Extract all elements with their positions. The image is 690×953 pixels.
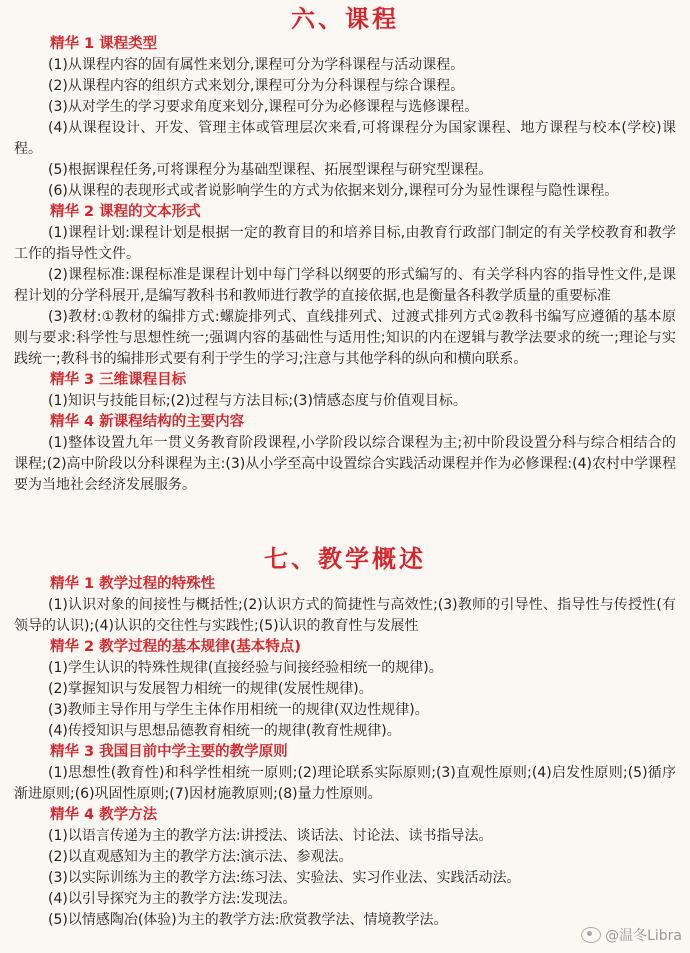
paragraph: (1)认识对象的间接性与概括性;(2)认识方式的简捷性与高效性;(3)教师的引导性、指导性与传授性(有领导的认识);(4)认识的交往性与实践性;(5)认识的教育性与发展性 [14, 597, 676, 634]
section-body [0, 574, 690, 931]
paragraph: (6)从课程的表现形式或者说影响学生的方式为依据来划分,课程可分为显性课程与隐性课程。 [48, 183, 619, 199]
paragraph: (1)知识与技能目标;(2)过程与方法目标;(3)情感态度与价值观目标。 [48, 393, 467, 409]
section-title: 七、教学概述 [264, 545, 426, 573]
subsection-heading: 精华 2 教学过程的基本规律(基本特点) [50, 639, 301, 655]
weibo-icon [581, 927, 601, 943]
paragraph: (3)教师主导作用与学生主体作用相统一的规律(双边性规律)。 [48, 702, 429, 718]
paragraph: (5)以情感陶冶(体验)为主的教学方法:欣赏教学法、情境教学法。 [48, 912, 448, 928]
paragraph: (2)从课程内容的组织方式来划分,课程可分为分科课程与综合课程。 [48, 78, 465, 94]
paragraph: (4)以引导探究为主的教学方法:发现法。 [48, 891, 297, 907]
paragraph: (2)掌握知识与发展智力相统一的规律(发展性规律)。 [48, 681, 373, 697]
paragraph: (1)学生认识的特殊性规律(直接经验与间接经验相统一的规律)。 [48, 660, 443, 676]
paragraph: (1)思想性(教育性)和科学性相统一原则;(2)理论联系实际原则;(3)直观性原则;(4)启发性原则;(5)循序渐进原则;(6)巩固性原则;(7)因材施教原则;(8)量力性原则。 [14, 765, 676, 802]
subsection-heading: 精华 1 课程类型 [50, 36, 158, 52]
paragraph: (3)教材:①教材的编排方式:螺旋排列式、直线排列式、过渡式排列方式②教科书编写应遵循的基本原则与要求:科学性与思想性统一;强调内容的基础性与适用性;知识的内在逻辑与教学法要求的统一;理论与实践统一;教科书的编排形式要有利于学生的学习;注意与其他学科的纵向和横向联系。 [14, 309, 676, 367]
subsection-heading: 精华 1 教学过程的特殊性 [50, 576, 216, 592]
watermark-text: @温冬Libra [605, 928, 682, 944]
paragraph: (2)以直观感知为主的教学方法:演示法、参观法。 [48, 849, 353, 865]
section-title: 六、课程 [291, 5, 399, 33]
paragraph: (2)课程标准:课程标准是课程计划中每门学科以纲要的形式编写的、有关学科内容的指导性文件,是课程计划的分学科展开,是编写教科书和教师进行教学的直接依据,也是衡量各科教学质量的重要标准 [14, 267, 676, 304]
section-courses [0, 4, 690, 496]
paragraph: (1)课程计划:课程计划是根据一定的教育目的和培养目标,由教育行政部门制定的有关学校教育和教学工作的指导性文件。 [14, 225, 676, 262]
subsection-heading: 精华 3 我国目前中学主要的教学原则 [50, 744, 288, 760]
subsection-heading: 精华 4 教学方法 [50, 807, 158, 823]
weibo-watermark [581, 925, 682, 945]
paragraph: (4)从课程设计、开发、管理主体或管理层次来看,可将课程分为国家课程、地方课程与校本(学校)课程。 [14, 120, 676, 157]
subsection-heading: 精华 4 新课程结构的主要内容 [50, 414, 245, 430]
paragraph: (1)从课程内容的固有属性来划分,课程可分为学科课程与活动课程。 [48, 57, 465, 73]
paragraph: (3)以实际训练为主的教学方法:练习法、实验法、实习作业法、实践活动法。 [48, 870, 521, 886]
paragraph: (5)根据课程任务,可将课程分为基础型课程、拓展型课程与研究型课程。 [48, 162, 493, 178]
paragraph: (1)以语言传递为主的教学方法:讲授法、谈话法、讨论法、读书指导法。 [48, 828, 493, 844]
paragraph: (3)从对学生的学习要求角度来划分,课程可分为必修课程与选修课程。 [48, 99, 479, 115]
subsection-heading: 精华 2 课程的文本形式 [50, 204, 201, 220]
section-teaching [0, 544, 690, 931]
paragraph: (1)整体设置九年一贯义务教育阶段课程,小学阶段以综合课程为主;初中阶段设置分科与综合相结合的课程;(2)高中阶段以分科课程为主:(3)从小学至高中设置综合实践活动课程并作为必修课程:(4)农村中学课程要为当地社会经济发展服务。 [14, 435, 676, 493]
section-body [0, 34, 690, 496]
paragraph: (4)传授知识与思想品德教育相统一的规律(教育性规律)。 [48, 723, 401, 739]
subsection-heading: 精华 3 三维课程目标 [50, 372, 187, 388]
